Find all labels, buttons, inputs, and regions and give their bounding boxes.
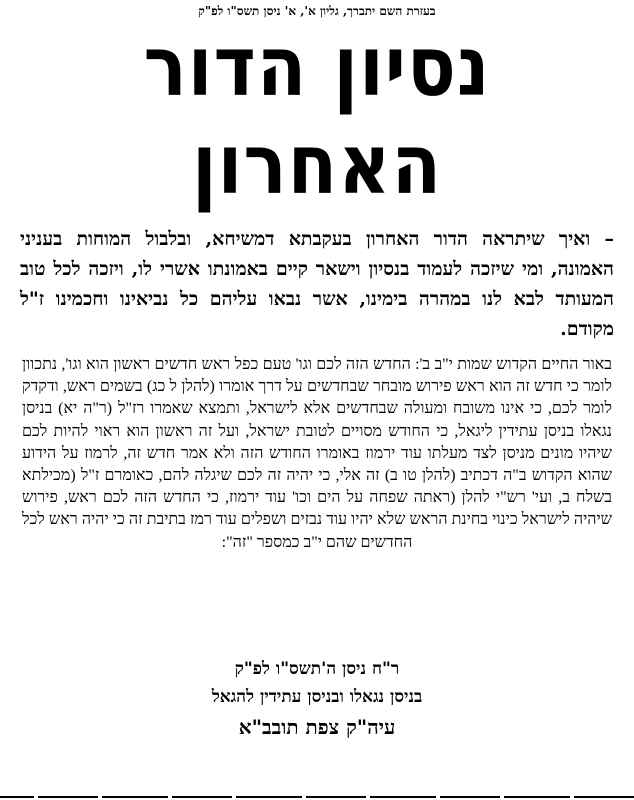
body-paragraph: באור החיים הקדוש שמות י"ב ב': החדש הזה לכם וגו' טעם כפל ראש חדשים ראשון הוא וגו', נתכוון לומר כי חדש זה הוא ראש פירוש מובחר שבחדשים על דרך אומרו (להלן ל כג) בשמים ראש, ודקדק לומר לכם, כי אינו משובח ומעולה שבחדשים אלא לישראל, ותמצא שאמרו רז"ל (ר"ה יא) בניסן נגאלו בניסן עתידין ליגאל, כי החודש מסויים לטובת ישראל, ועל זה ראשון הוא ראוי להיות לכם שיהיו מונים מניסן לצד מעלתו עוד ירמוז באומרו החודש הזה ולא אמר חדש זה, לרמוז על הידוע שהוא הקדוש ב"ה דכתיב (להלן טו ב) זה אלי, כי יהיה זה לכם שיגלה להם, כאומרם ז"ל (מכילתא בשלח ב, ועי' רש"י להלן (ראתה שפחה על הים וכו' עוד ירמוז, כי החדש הזה לכם ראש, פירוש שיהיה לישראל כינוי בחינת הראש שלא יהיו עוד נבזים ושפלים עוד רמז בתיבת זה כי יהיה ראש לכל החדשים שהם י"ב כמספר "זה": xyxy=(22,356,612,551)
title-line-2: האחרון xyxy=(191,115,443,213)
footer-location: עיה"ק צפת תובב"א xyxy=(238,715,396,739)
intro-paragraph: – ואיך שיתראה הדור האחרון בעקבתא דמשיחא, ובלבול המוחות בעניני האמונה, ומי שיזכה לעמוד בנסיון וישאר קיים באמונתו אשרי לו, ויזכה לכל טוב המעותד לבא לנו במהרה בימינו, אשר נבאו עליהם כל נביאינו וחכמינו ז"ל מקודם. xyxy=(20,228,614,340)
footer-date: ר"ח ניסן ה'תשס"ו לפ"ק xyxy=(234,659,400,679)
bottom-divider xyxy=(0,796,634,798)
header-dedication: בעזרת השם יתברך, גליון א', א' ניסן תשס"ו לפ"ק xyxy=(198,4,436,18)
title-line-1: נסיון הדור xyxy=(143,17,491,115)
footer-block xyxy=(0,655,634,743)
footer-quote: בניסן נגאלו ובניסן עתידין להגאל xyxy=(211,687,423,707)
